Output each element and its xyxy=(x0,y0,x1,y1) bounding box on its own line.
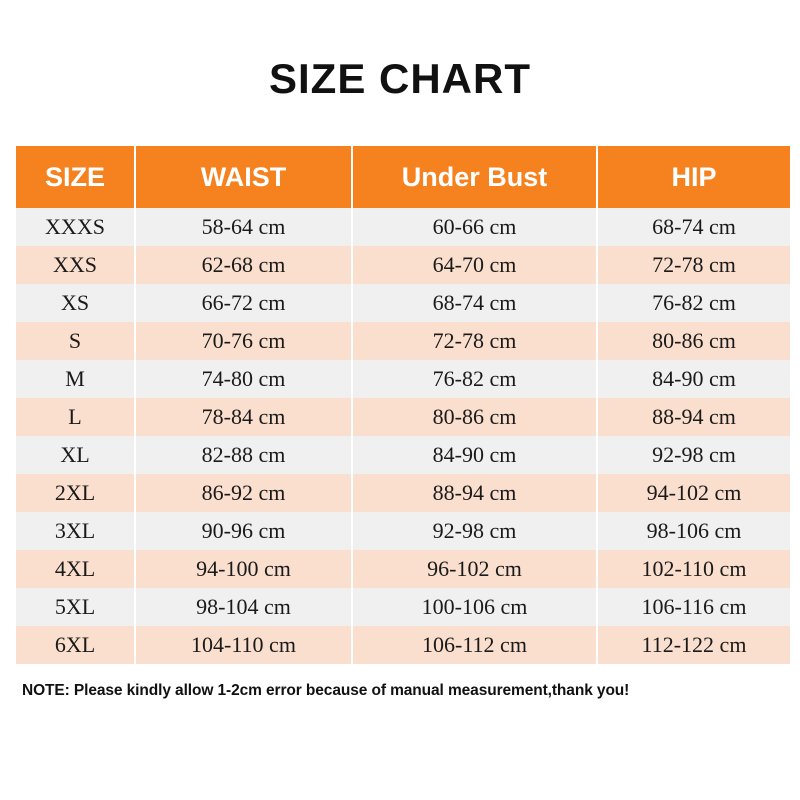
cell-hip: 76-82 cm xyxy=(597,284,790,322)
cell-hip: 80-86 cm xyxy=(597,322,790,360)
cell-under-bust: 88-94 cm xyxy=(352,474,597,512)
cell-hip: 112-122 cm xyxy=(597,626,790,664)
cell-size: S xyxy=(16,322,135,360)
cell-under-bust: 80-86 cm xyxy=(352,398,597,436)
cell-under-bust: 68-74 cm xyxy=(352,284,597,322)
cell-under-bust: 100-106 cm xyxy=(352,588,597,626)
column-header-under-bust: Under Bust xyxy=(352,146,597,208)
cell-hip: 102-110 cm xyxy=(597,550,790,588)
cell-under-bust: 84-90 cm xyxy=(352,436,597,474)
cell-waist: 70-76 cm xyxy=(135,322,352,360)
cell-hip: 72-78 cm xyxy=(597,246,790,284)
table-row xyxy=(16,208,790,246)
cell-waist: 66-72 cm xyxy=(135,284,352,322)
cell-size: 4XL xyxy=(16,550,135,588)
column-header-size: SIZE xyxy=(16,146,135,208)
table-body xyxy=(16,208,790,664)
cell-hip: 84-90 cm xyxy=(597,360,790,398)
cell-waist: 90-96 cm xyxy=(135,512,352,550)
table-row xyxy=(16,322,790,360)
table-row xyxy=(16,436,790,474)
cell-waist: 78-84 cm xyxy=(135,398,352,436)
cell-size: 6XL xyxy=(16,626,135,664)
column-header-waist: WAIST xyxy=(135,146,352,208)
cell-hip: 94-102 cm xyxy=(597,474,790,512)
cell-under-bust: 106-112 cm xyxy=(352,626,597,664)
cell-under-bust: 76-82 cm xyxy=(352,360,597,398)
cell-waist: 86-92 cm xyxy=(135,474,352,512)
cell-hip: 106-116 cm xyxy=(597,588,790,626)
table-row xyxy=(16,360,790,398)
cell-size: XL xyxy=(16,436,135,474)
measurement-note: NOTE: Please kindly allow 1-2cm error because of manual measurement,thank you! xyxy=(22,682,630,699)
cell-under-bust: 60-66 cm xyxy=(352,208,597,246)
cell-size: XXS xyxy=(16,246,135,284)
cell-hip: 98-106 cm xyxy=(597,512,790,550)
table-row xyxy=(16,550,790,588)
cell-waist: 58-64 cm xyxy=(135,208,352,246)
cell-under-bust: 64-70 cm xyxy=(352,246,597,284)
cell-waist: 94-100 cm xyxy=(135,550,352,588)
size-chart-table-container xyxy=(16,146,784,664)
table-header-row xyxy=(16,146,790,208)
cell-hip: 88-94 cm xyxy=(597,398,790,436)
cell-under-bust: 92-98 cm xyxy=(352,512,597,550)
cell-size: M xyxy=(16,360,135,398)
cell-waist: 74-80 cm xyxy=(135,360,352,398)
table-row xyxy=(16,398,790,436)
cell-size: L xyxy=(16,398,135,436)
page-title: SIZE CHART xyxy=(269,55,531,102)
table-header xyxy=(16,146,790,208)
cell-size: 2XL xyxy=(16,474,135,512)
column-header-hip: HIP xyxy=(597,146,790,208)
cell-under-bust: 72-78 cm xyxy=(352,322,597,360)
cell-under-bust: 96-102 cm xyxy=(352,550,597,588)
cell-waist: 98-104 cm xyxy=(135,588,352,626)
cell-hip: 92-98 cm xyxy=(597,436,790,474)
cell-size: XS xyxy=(16,284,135,322)
size-chart-table xyxy=(16,146,790,664)
cell-waist: 82-88 cm xyxy=(135,436,352,474)
cell-size: 5XL xyxy=(16,588,135,626)
table-row xyxy=(16,246,790,284)
cell-waist: 62-68 cm xyxy=(135,246,352,284)
cell-hip: 68-74 cm xyxy=(597,208,790,246)
cell-size: 3XL xyxy=(16,512,135,550)
table-row xyxy=(16,284,790,322)
table-row xyxy=(16,474,790,512)
table-row xyxy=(16,512,790,550)
cell-waist: 104-110 cm xyxy=(135,626,352,664)
table-row xyxy=(16,626,790,664)
table-row xyxy=(16,588,790,626)
cell-size: XXXS xyxy=(16,208,135,246)
